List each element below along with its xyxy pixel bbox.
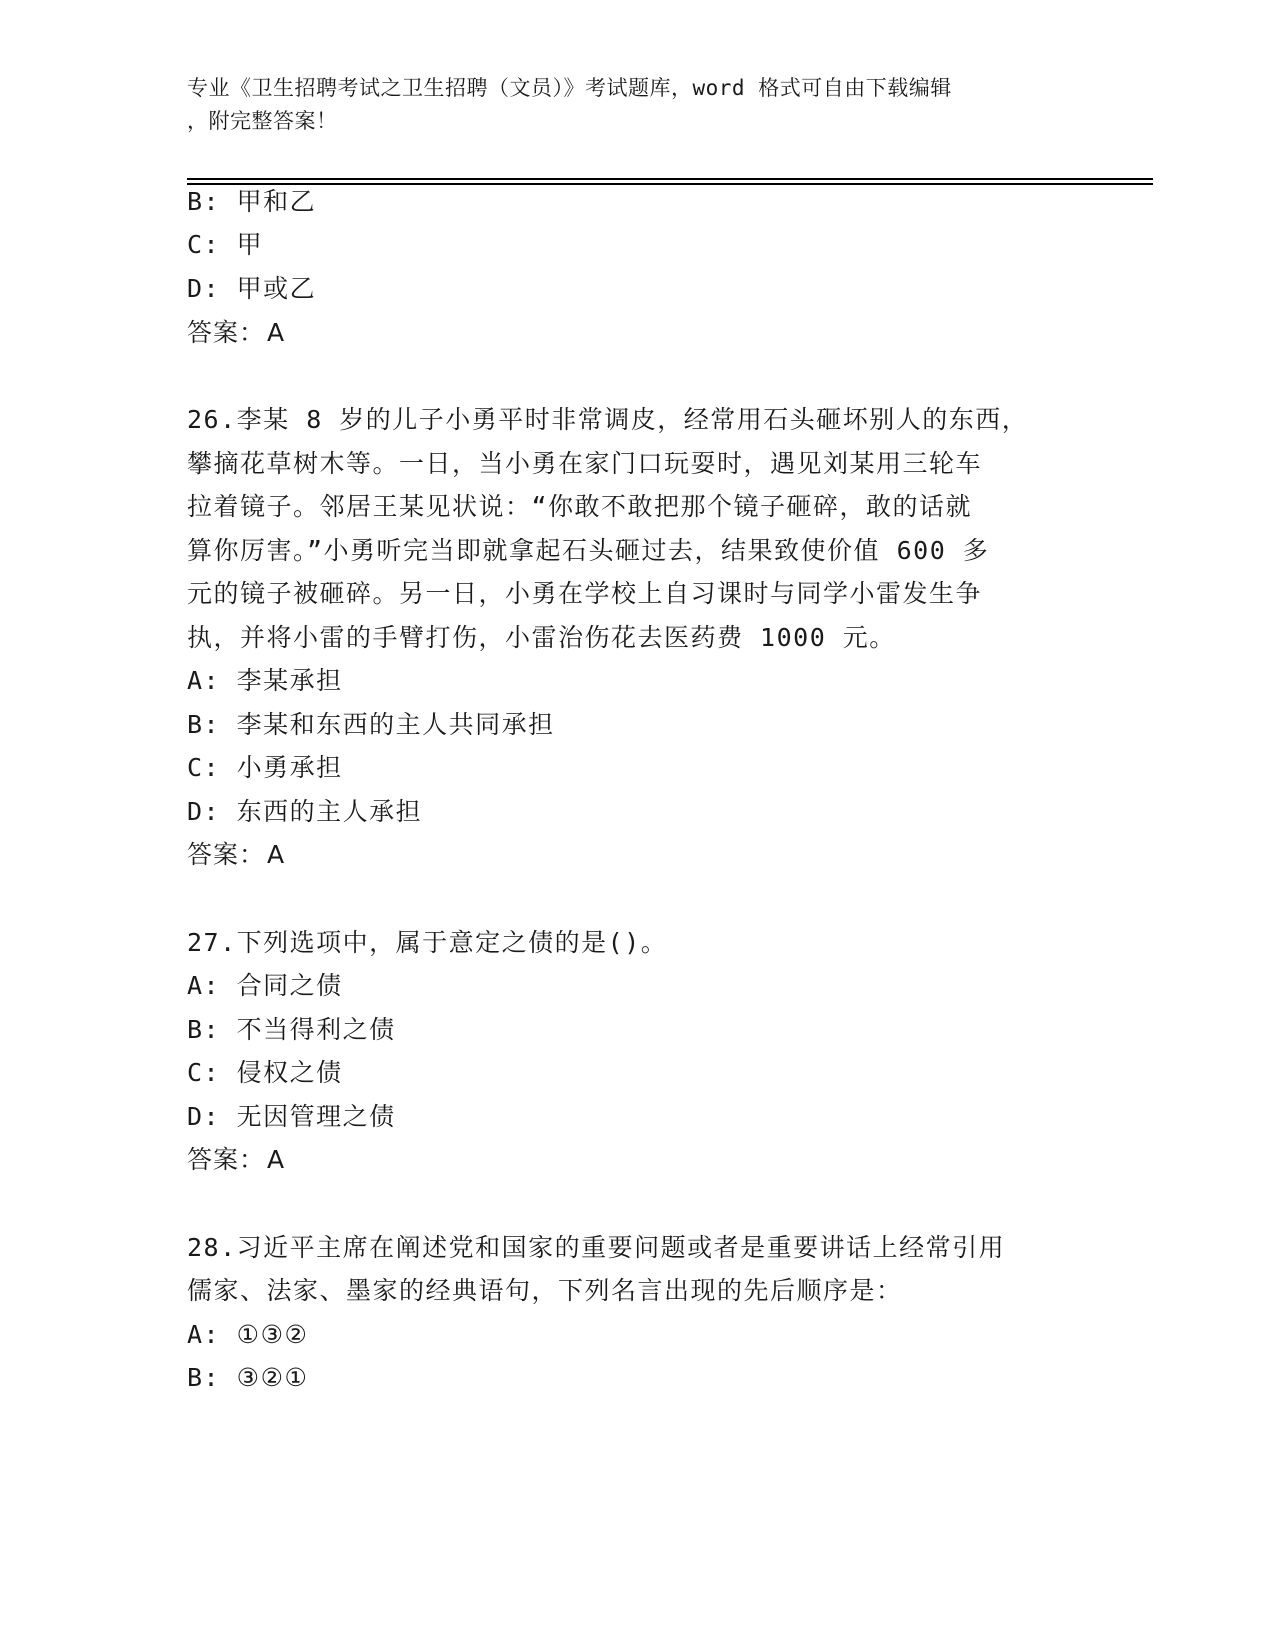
q26-answer-label: 答案： [187,840,266,869]
header-title-line-2: ，附完整答案！ [187,109,338,133]
q28-text-line-1: 28.习近平主席在阐述党和国家的重要问题或者是重要讲话上经常引用 [187,1233,1006,1262]
q27-option-a: A: 合同之债 [187,971,343,1000]
q27-text: 27.下列选项中，属于意定之债的是()。 [187,928,668,957]
q26-option-a: A: 李某承担 [187,666,343,695]
q25-answer [187,318,285,348]
q26-text-line-6: 执，并将小雷的手臂打伤，小雷治伤花去医药费 1000 元。 [187,623,896,652]
q27-option-c: C: 侵权之债 [187,1058,343,1087]
q26-text-line-5: 元的镜子被砸碎。另一日，小勇在学校上自习课时与同学小雷发生争 [187,579,983,608]
document-header [187,72,1087,138]
q26-option-b: B: 李某和东西的主人共同承担 [187,710,555,739]
q28-option-a: A: ①③② [187,1320,309,1349]
header-divider-top [187,178,1153,180]
q27-answer-value: A [267,1145,286,1174]
q27-option-d: D: 无因管理之债 [187,1102,396,1131]
q25-answer-value: A [267,318,286,347]
q27-answer-label: 答案： [187,1145,266,1174]
header-divider-bottom [187,183,1153,185]
q26-answer-value: A [267,840,286,869]
q26-text-line-1: 26.李某 8 岁的儿子小勇平时非常调皮，经常用石头砸坏别人的东西， [187,405,1029,434]
q25-option-c: C: 甲 [187,230,264,259]
q28-option-b: B: ③②① [187,1363,309,1392]
q26-option-c: C: 小勇承担 [187,753,343,782]
q25-option-d: D: 甲或乙 [187,274,317,303]
header-title-line-1: 专业《卫生招聘考试之卫生招聘（文员）》考试题库，word 格式可自由下载编辑 [187,76,952,100]
q25-answer-label: 答案： [187,318,266,347]
q25-option-b: B: 甲和乙 [187,187,317,216]
q28-text-line-2: 儒家、法家、墨家的经典语句，下列名言出现的先后顺序是： [187,1276,903,1305]
q26-text-line-2: 攀摘花草树木等。一日，当小勇在家门口玩耍时，遇见刘某用三轮车 [187,449,983,478]
q26-text-line-3: 拉着镜子。邻居王某见状说：“你敢不敢把那个镜子砸碎，敢的话就 [187,492,973,521]
q27-answer [187,1145,285,1175]
q26-answer [187,840,285,870]
q27-option-b: B: 不当得利之债 [187,1015,396,1044]
q26-option-d: D: 东西的主人承担 [187,797,423,826]
q26-text-line-4: 算你厉害。”小勇听完当即就拿起石头砸过去，结果致使价值 600 多 [187,536,990,565]
